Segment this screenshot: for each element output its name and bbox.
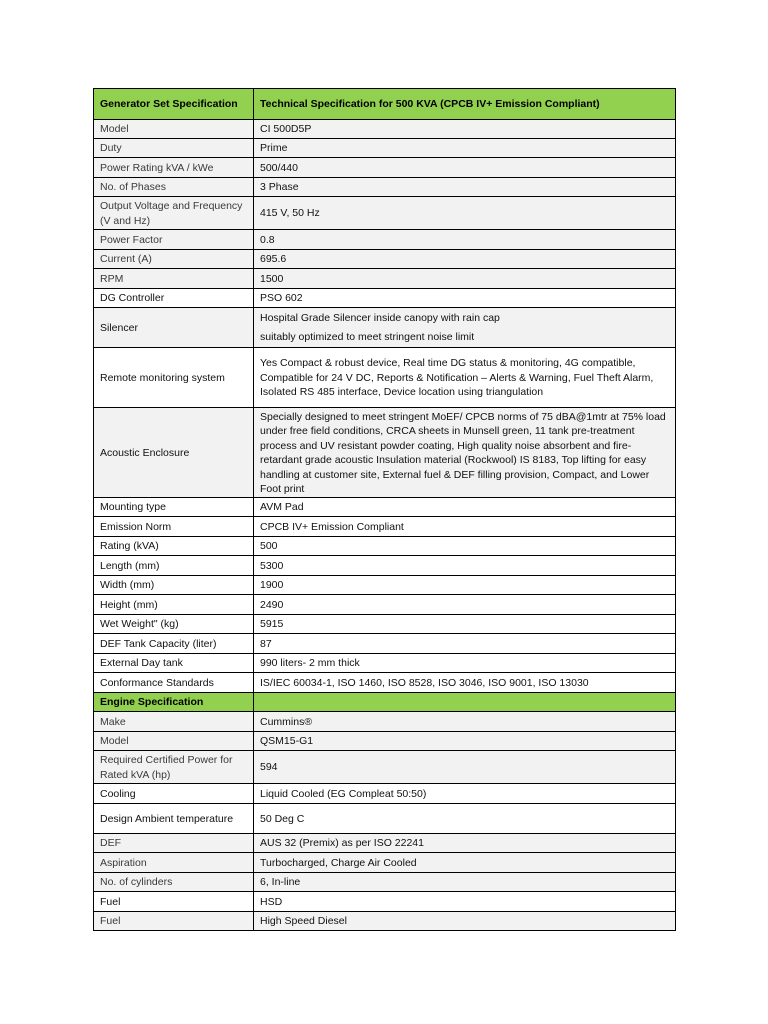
- row-label: Model: [94, 732, 254, 751]
- table-row: [94, 408, 676, 498]
- row-label: Acoustic Enclosure: [94, 408, 254, 498]
- table-row: [94, 250, 676, 269]
- table-row: [94, 912, 676, 931]
- row-label: Fuel: [94, 912, 254, 931]
- row-value: 500: [254, 537, 676, 556]
- table-row: [94, 712, 676, 732]
- row-value: Specially designed to meet stringent MoEF/ CPCB norms of 75 dBA@1mtr at 75% load under free field conditions, CRCA sheets in Munsell green, 11 tank pre-treatment process and UV resistant powder coating, High quality noise absorbent and fire-retardant grade acoustic Insulation material (Rockwool) IS 8183, Top lifting for easy handling at customer site, External fuel & DEF filling provision, Compact, and Lower Foot print: [254, 408, 676, 498]
- table-row: [94, 120, 676, 139]
- row-label: No. of Phases: [94, 178, 254, 197]
- row-value: IS/IEC 60034-1, ISO 1460, ISO 8528, ISO 3046, ISO 9001, ISO 13030: [254, 673, 676, 693]
- table-row: [94, 732, 676, 751]
- table-row: [94, 139, 676, 158]
- silencer-line-2: suitably optimized to meet stringent noise limit: [260, 331, 475, 343]
- row-label: Design Ambient temperature: [94, 804, 254, 834]
- row-label: Wet Weight" (kg): [94, 615, 254, 634]
- row-value: 3 Phase: [254, 178, 676, 197]
- table-row: [94, 892, 676, 912]
- row-value: High Speed Diesel: [254, 912, 676, 931]
- row-value: Turbocharged, Charge Air Cooled: [254, 853, 676, 873]
- row-label: DEF: [94, 834, 254, 853]
- row-label: Fuel: [94, 892, 254, 912]
- table-row: [94, 784, 676, 804]
- row-value: AUS 32 (Premix) as per ISO 22241: [254, 834, 676, 853]
- row-value: 6, In-line: [254, 873, 676, 892]
- row-value: 594: [254, 751, 676, 784]
- row-label: Cooling: [94, 784, 254, 804]
- row-value: [254, 308, 676, 348]
- row-value: AVM Pad: [254, 498, 676, 517]
- row-label: Output Voltage and Frequency (V and Hz): [94, 197, 254, 230]
- row-label: No. of cylinders: [94, 873, 254, 892]
- row-value: 0.8: [254, 230, 676, 250]
- row-label: DEF Tank Capacity (liter): [94, 634, 254, 654]
- row-label: Remote monitoring system: [94, 348, 254, 408]
- row-value: QSM15-G1: [254, 732, 676, 751]
- table-row: [94, 178, 676, 197]
- row-value: 87: [254, 634, 676, 654]
- row-label: Conformance Standards: [94, 673, 254, 693]
- row-value: PSO 602: [254, 289, 676, 308]
- header-col1: Generator Set Specification: [94, 89, 254, 120]
- table-row: [94, 853, 676, 873]
- table-header-row: [94, 89, 676, 120]
- row-value: 5915: [254, 615, 676, 634]
- table-row: [94, 595, 676, 615]
- table-row: [94, 269, 676, 289]
- row-value: Liquid Cooled (EG Compleat 50:50): [254, 784, 676, 804]
- row-value: CPCB IV+ Emission Compliant: [254, 517, 676, 537]
- header-col2: Technical Specification for 500 KVA (CPCB IV+ Emission Compliant): [254, 89, 676, 120]
- engine-header-col2: [254, 693, 676, 712]
- engine-header-col1: Engine Specification: [94, 693, 254, 712]
- table-row: [94, 615, 676, 634]
- table-row: [94, 673, 676, 693]
- row-label: Make: [94, 712, 254, 732]
- row-label: Model: [94, 120, 254, 139]
- table-row: [94, 751, 676, 784]
- table-row: [94, 348, 676, 408]
- row-label: Height (mm): [94, 595, 254, 615]
- table-row: [94, 873, 676, 892]
- row-label: Power Factor: [94, 230, 254, 250]
- row-value: Cummins®: [254, 712, 676, 732]
- spec-table: [93, 88, 676, 931]
- row-label: Length (mm): [94, 556, 254, 576]
- row-label: Silencer: [94, 308, 254, 348]
- row-label: Emission Norm: [94, 517, 254, 537]
- row-value: 50 Deg C: [254, 804, 676, 834]
- row-value: 695.6: [254, 250, 676, 269]
- row-label: Rating (kVA): [94, 537, 254, 556]
- row-value: 1500: [254, 269, 676, 289]
- row-label: External Day tank: [94, 654, 254, 673]
- row-label: Aspiration: [94, 853, 254, 873]
- table-row: [94, 556, 676, 576]
- row-value: 1900: [254, 576, 676, 595]
- row-value: 415 V, 50 Hz: [254, 197, 676, 230]
- row-label: DG Controller: [94, 289, 254, 308]
- table-row: [94, 230, 676, 250]
- row-value: 990 liters- 2 mm thick: [254, 654, 676, 673]
- row-label: Current (A): [94, 250, 254, 269]
- table-row: [94, 576, 676, 595]
- row-value: Prime: [254, 139, 676, 158]
- table-row: [94, 537, 676, 556]
- table-row: [94, 158, 676, 178]
- row-value: 500/440: [254, 158, 676, 178]
- table-row: [94, 517, 676, 537]
- row-value: HSD: [254, 892, 676, 912]
- row-value: Yes Compact & robust device, Real time DG status & monitoring, 4G compatible, Compatible for 24 V DC, Reports & Notification – Alerts & Warning, Fuel Theft Alarm, Isolated RS 485 interface, Device location using triangulation: [254, 348, 676, 408]
- row-value: 2490: [254, 595, 676, 615]
- table-row: [94, 197, 676, 230]
- table-row: [94, 308, 676, 348]
- row-label: Duty: [94, 139, 254, 158]
- row-label: Power Rating kVA / kWe: [94, 158, 254, 178]
- engine-header-row: [94, 693, 676, 712]
- table-row: [94, 289, 676, 308]
- silencer-line-1: Hospital Grade Silencer inside canopy with rain cap: [260, 312, 500, 324]
- row-label: Width (mm): [94, 576, 254, 595]
- table-row: [94, 804, 676, 834]
- row-label: Required Certified Power for Rated kVA (hp): [94, 751, 254, 784]
- row-value: 5300: [254, 556, 676, 576]
- row-value: CI 500D5P: [254, 120, 676, 139]
- table-row: [94, 834, 676, 853]
- row-label: Mounting type: [94, 498, 254, 517]
- table-row: [94, 498, 676, 517]
- table-row: [94, 654, 676, 673]
- table-row: [94, 634, 676, 654]
- row-label: RPM: [94, 269, 254, 289]
